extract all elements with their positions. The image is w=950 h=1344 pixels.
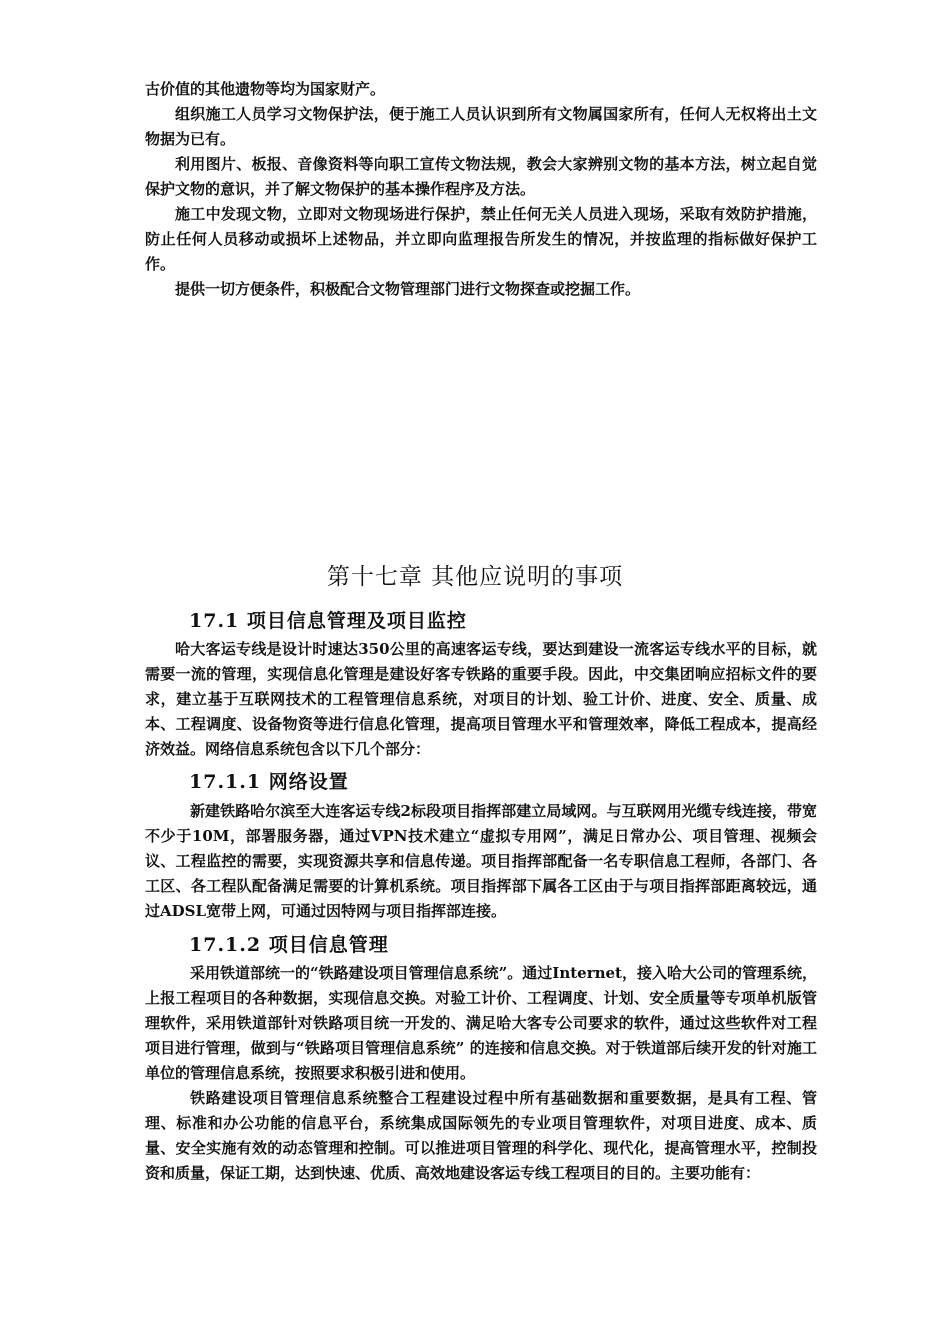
section-heading-17-1: 17.1 项目信息管理及项目监控 (189, 610, 467, 632)
paragraph-mis-functions: 铁路建设项目管理信息系统整合工程建设过程中所有基础数据和重要数据，是具有工程、管理、标准和办公功能的信息平台，系统集成国际领先的专业项目管理软件，对项目进度、成本、质量、安全实施有效的动态管理和控制。可以推进项目管理的科学化、现代化，提高管理水平，控制投资和质量，保证工期，达到快速、优质、高效地建设客运专线工程项目的目的。主要功能有： (145, 1089, 817, 1182)
section-heading-17-1-2: 17.1.2 项目信息管理 (189, 934, 389, 956)
paragraph-publicity: 利用图片、板报、音像资料等向职工宣传文物法规，教会大家辨别文物的基本方法，树立起自觉保护文物的意识，并了解文物保护的基本操作程序及方法。 (145, 155, 817, 198)
paragraph-heritage-property: 古价值的其他遗物等均为国家财产。 (145, 80, 386, 98)
paragraph-discovery-protection: 施工中发现文物，立即对文物现场进行保护，禁止任何无关人员进入现场，采取有效防护措施，防止任何人员移动或损坏上述物品，并立即向监理报告所发生的情况，并按监理的指标做好保护工作。 (145, 205, 817, 273)
paragraph-cooperation: 提供一切方便条件，积极配合文物管理部门进行文物探查或挖掘工作。 (175, 280, 641, 298)
paragraph-study-law: 组织施工人员学习文物保护法，便于施工人员认识到所有文物属国家所有，任何人无权将出土文物据为已有。 (145, 105, 817, 148)
chapter-title: 第十七章 其他应说明的事项 (326, 564, 624, 590)
section-heading-17-1-1: 17.1.1 网络设置 (189, 771, 349, 793)
paragraph-mis-adoption: 采用铁道部统一的“铁路建设项目管理信息系统”。通过Internet，接入哈大公司的管理系统，上报工程项目的各种数据，实现信息交换。对验工计价、工程调度、计划、安全质量等专项单机版管理软件，采用铁道部针对铁路项目统一开发的、满足哈大客专公司要求的软件，通过这些软件对工程项目进行管理，做到与“铁路项目管理信息系统” 的连接和信息交换。对于铁道部后续开发的针对施工单位的管理信息系统，按照要求积极引进和使用。 (145, 964, 817, 1082)
paragraph-17-1-intro: 哈大客运专线是设计时速达350公里的高速客运专线，要达到建设一流客运专线水平的目标，就需要一流的管理，实现信息化管理是建设好客专铁路的重要手段。因此，中交集团响应招标文件的要求，建立基于互联网技术的工程管理信息系统，对项目的计划、验工计价、进度、安全、质量、成本、工程调度、设备物资等进行信息化管理，提高项目管理水平和管理效率，降低工程成本，提高经济效益。网络信息系统包含以下几个部分： (145, 640, 817, 758)
paragraph-network-setup: 新建铁路哈尔滨至大连客运专线2标段项目指挥部建立局域网。与互联网用光缆专线连接，带宽不少于10M，部署服务器，通过VPN技术建立“虚拟专用网”，满足日常办公、项目管理、视频会议、工程监控的需要，实现资源共享和信息传递。项目指挥部配备一名专职信息工程师，各部门、各工区、各工程队配备满足需要的计算机系统。项目指挥部下属各工区由于与项目指挥部距离较远，通过ADSL宽带上网，可通过因特网与项目指挥部连接。 (145, 802, 817, 920)
